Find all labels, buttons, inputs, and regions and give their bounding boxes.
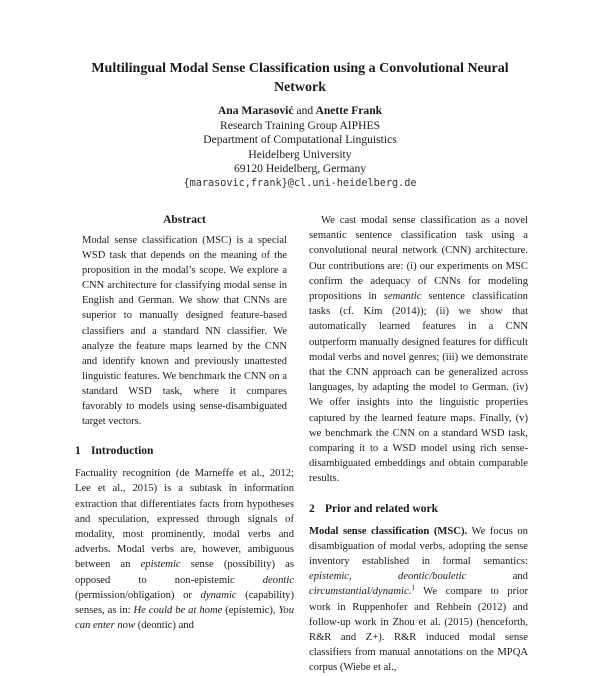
section-heading-introduction: 1 Introduction [75,445,154,458]
author-email: {marasovic,frank}@cl.uni-heidelberg.de [183,177,417,189]
contributions-paragraph: We cast modal sense classification as a novel semantic sentence classification task using a convolutional neural network (CNN) architecture. Our contributions are: (i) our experiments on MSC confirm the adequacy of CNNs for modeling propositions in semantic sentence classification tasks (cf. Kim (2014)); (ii) we show that automatically learned features in a CNN outperform manually designed features for difficult modal verbs and novel genres; (iii) we demonstrate that the CNN approach can be generalized across languages, by adapting the model to German. (iv) We offer insights into the linguistic properties captured by the learned feature maps. Finally, (v) we benchmark the CNN on a standard WSD task, comparing it to a WSD model using rich sense-disambiguated embeddings and obtain comparable results. [309,215,528,485]
author-1: Ana Marasović [217,104,294,117]
footnote-marker: 1 [411,583,415,592]
related-work-paragraph: Modal sense classification (MSC). We focus on disambiguation of modal verbs, adopting the sense inventory established in formal semantics: epistemic, deontic/bouletic and circumstantial/dynamic.$^1$ We compare to prior work in Ruppenhofer and Rehbein (2012) and follow-up work in Zhou et al. (2015) (henceforth, R&R and Z+). R&R induced modal sense classifiers from manual annotations on the MPQA corpus (Wiebe et al., [309,525,528,674]
abstract-heading: Abstract [163,214,206,226]
introduction-paragraph: Factuality recognition (de Marneffe et al., 2012; Lee et al., 2015) is a subtask in information extraction that differentiates facts from hypotheses and speculation, expressed through signals of modality, most prominently, modal verbs and adverbs. Modal verbs are, however, ambiguous between an epistemic sense (possibility) as opposed to non-epistemic deontic (permission/obligation) or dynamic (capability) senses, as in: He could be at home (epistemic), You can enter now (deontic) and [75,468,294,632]
author-block [100,104,500,191]
author-2: Anette Frank [315,104,383,117]
left-column [75,213,294,633]
author-names: Ana Marasović and Anette Frank [217,104,383,117]
affiliation-line: Department of Computational Linguistics [203,133,397,146]
right-column [309,213,528,676]
abstract-text: Modal sense classification (MSC) is a special WSD task that depends on the meaning of the proposition in the modal’s scope. We explore a CNN architecture for classifying modal sense in English and German. We show that CNNs are superior to manually designed feature-based classifiers and a standard NN classifier. We analyze the feature maps learned by the CNN and identify known and previously unattested linguistic features. We benchmark the CNN on a standard WSD task, where it compares favorably to models using sense-disambiguated target vectors. [82,235,287,428]
affiliation-line: 69120 Heidelberg, Germany [233,162,367,175]
section-heading-related-work: 2 Prior and related work [309,502,438,515]
affiliation-line: Research Training Group AIPHES [219,118,381,132]
paper-title: Multilingual Modal Sense Classification using a Convolutional Neural Network [91,61,509,95]
affiliation-line: Heidelberg University [248,147,352,161]
